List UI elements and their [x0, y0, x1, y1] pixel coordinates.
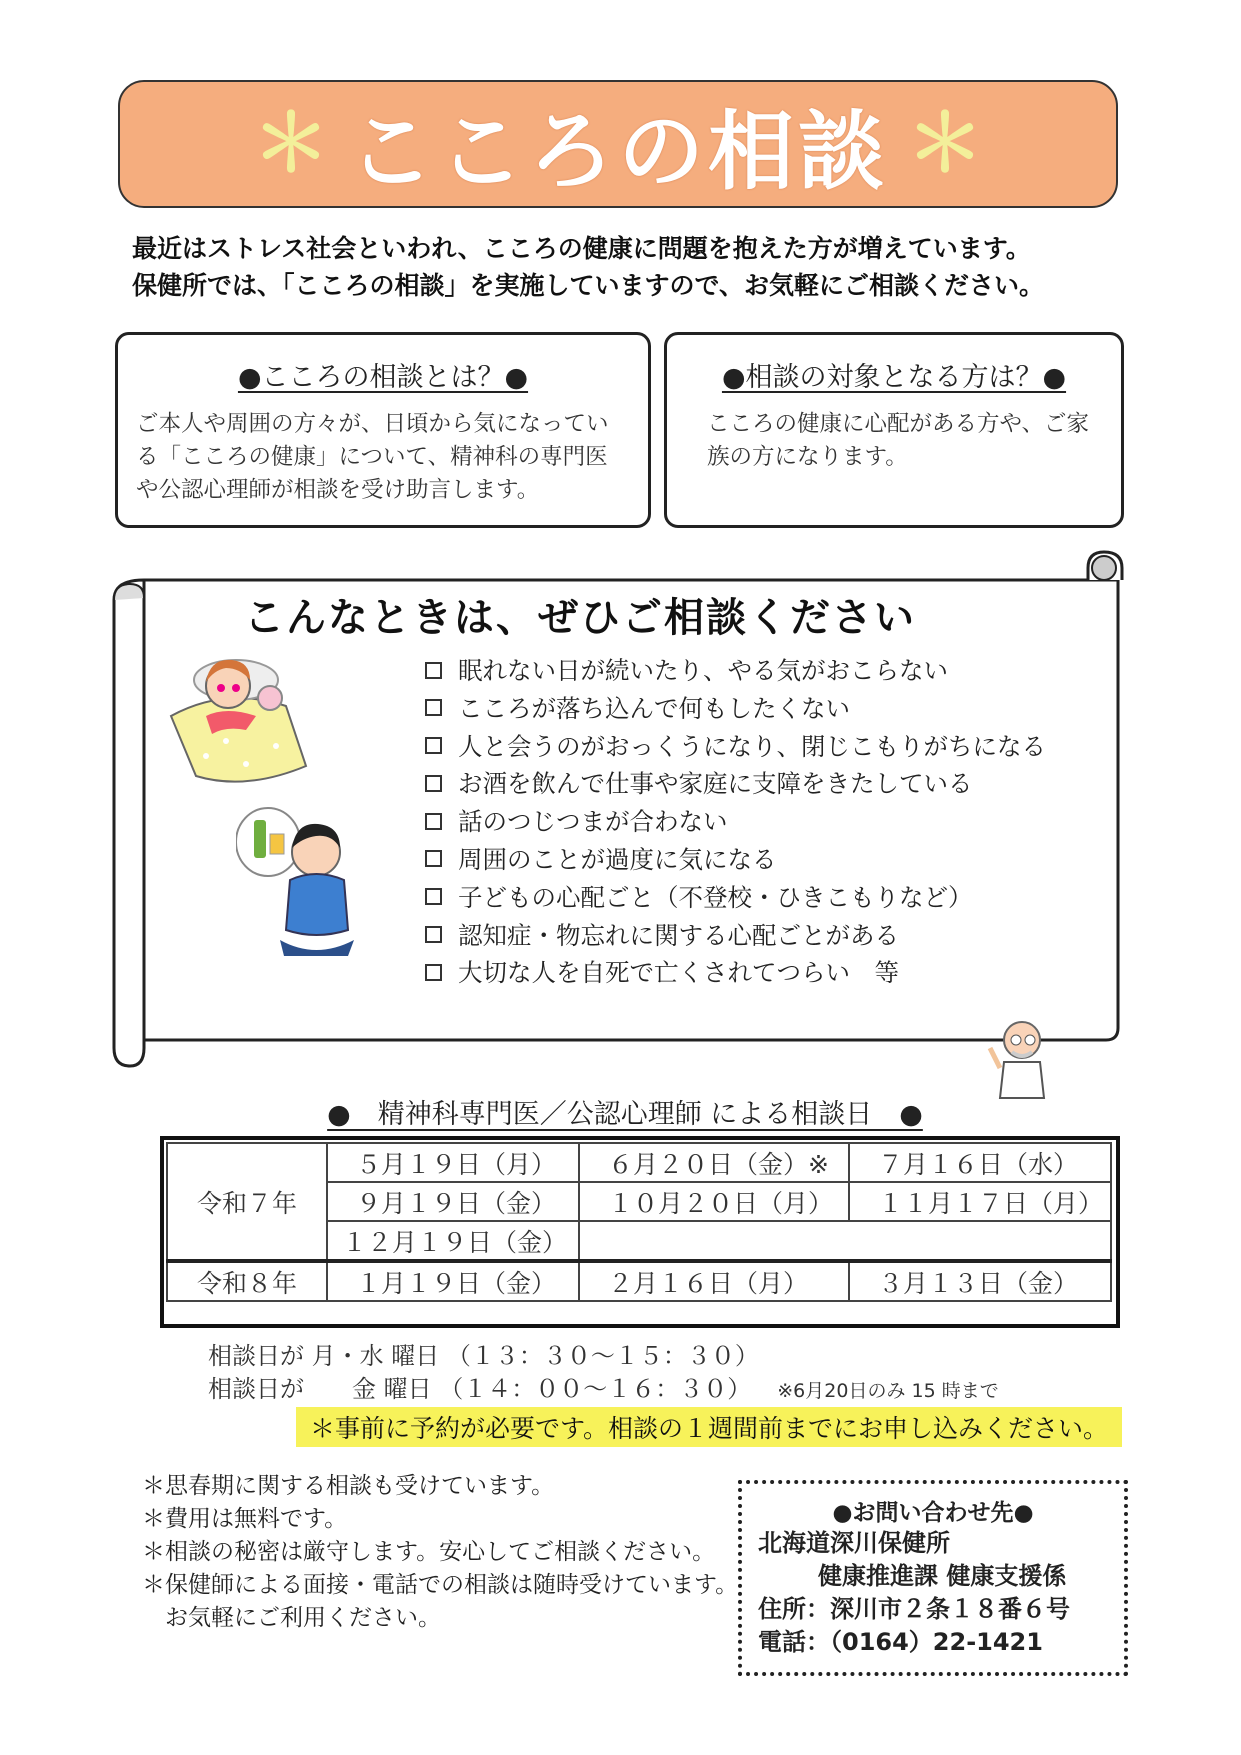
date-cell: ２月１６日（月） [579, 1261, 849, 1301]
box-body: こころの健康に心配がある方や、ご家族の方になります。 [707, 411, 1090, 470]
contact-dept: 健康推進課 健康支援係 [818, 1562, 1067, 1590]
sleepless-girl-illustration [166, 646, 316, 786]
contact-address: 住所：深川市２条１８番６号 [758, 1595, 1070, 1623]
check-item: 子どもの心配ごと（不登校・ひきこもりなど） [425, 879, 1046, 917]
checkbox-icon [425, 737, 442, 754]
box-title: ●こころの相談とは？● [237, 362, 529, 393]
box-title: ●相談の対象となる方は？● [721, 362, 1067, 393]
check-item: こころが落ち込んで何もしたくない [425, 690, 1046, 728]
hours-line: 相談日が 月・水 曜日 （１３：３０～１５：３０） [208, 1342, 759, 1370]
hours-line: 相談日が 金 曜日 （１４：００～１６：３０） [208, 1375, 752, 1403]
intro-line: 保健所では、「こころの相談」を実施していますので、お気軽にご相談ください。 [132, 271, 1045, 300]
schedule-title: ● 精神科専門医／公認心理師 による相談日 ● [327, 1099, 923, 1130]
check-item: 眠れない日が続いたり、やる気がおこらない [425, 652, 1046, 690]
check-item: 周囲のことが過度に気になる [425, 841, 1046, 879]
checkbox-icon [425, 699, 442, 716]
drinking-man-illustration [236, 800, 366, 960]
checkbox-icon [425, 850, 442, 867]
note-item: ＊保健師による面接・電話での相談は随時受けています。 [142, 1572, 739, 1598]
star-icon: ＊ [906, 99, 985, 189]
table-row [167, 1143, 1111, 1182]
note-item: ＊相談の秘密は厳守します。安心してご相談ください。 [142, 1539, 716, 1565]
date-cell: １０月２０日（月） [579, 1182, 849, 1221]
year-cell: 令和７年 [167, 1143, 327, 1261]
date-cell: １１月１７日（月） [849, 1182, 1111, 1221]
what-is-consultation-box [115, 332, 651, 528]
consult-title: こんなときは、ぜひご相談ください [244, 595, 916, 641]
note-item: ＊思春期に関する相談も受けています。 [142, 1473, 555, 1499]
notes-list [142, 1470, 738, 1635]
year-cell: 令和８年 [167, 1261, 327, 1301]
check-item: 大切な人を自死で亡くされてつらい 等 [425, 954, 1046, 992]
hours-note: ※6月20日のみ 15 時まで [777, 1380, 999, 1402]
check-item: お酒を飲んで仕事や家庭に支障をきたしている [425, 765, 1046, 803]
table-row [167, 1261, 1111, 1301]
intro-line: 最近はストレス社会といわれ、こころの健康に問題を抱えた方が増えています。 [132, 234, 1031, 263]
note-item: お気軽にご利用ください。 [142, 1605, 441, 1631]
contact-phone[interactable]: 電話：（0164）22-1421 [758, 1628, 1043, 1656]
consult-checklist [425, 652, 1046, 992]
schedule-table [166, 1142, 1112, 1302]
check-item: 人と会うのがおっくうになり、閉じこもりがちになる [425, 728, 1046, 766]
date-cell: ３月１３日（金） [849, 1261, 1111, 1301]
checkbox-icon [425, 662, 442, 679]
date-cell: ５月１９日（月） [327, 1143, 579, 1182]
page-title: こころの相談 [348, 102, 888, 202]
star-icon: ＊ [251, 99, 330, 189]
reservation-notice: ＊事前に予約が必要です。相談の１週間前までにお申し込みください。 [296, 1407, 1122, 1447]
contact-org: 北海道深川保健所 [758, 1529, 950, 1557]
doctor-illustration [982, 1018, 1054, 1102]
checkbox-icon [425, 813, 442, 830]
checkbox-icon [425, 926, 442, 943]
note-item: ＊費用は無料です。 [142, 1506, 348, 1532]
date-cell: ６月２０日（金）※ [579, 1143, 849, 1182]
checkbox-icon [425, 888, 442, 905]
intro-text [132, 230, 1132, 304]
checkbox-icon [425, 964, 442, 981]
contact-box [738, 1480, 1128, 1676]
title-banner [118, 80, 1118, 208]
check-item: 認知症・物忘れに関する心配ごとがある [425, 917, 1046, 955]
checkbox-icon [425, 775, 442, 792]
date-cell: ７月１６日（水） [849, 1143, 1111, 1182]
contact-title: ●お問い合わせ先● [832, 1500, 1034, 1526]
consult-hours [208, 1340, 999, 1408]
check-item: 話のつじつまが合わない [425, 803, 1046, 841]
empty-cell [579, 1221, 1111, 1261]
target-persons-box [664, 332, 1124, 528]
box-body: ご本人や周囲の方々が、日頃から気になっている「こころの健康」について、精神科の専門医や公認心理師が相談を受け助言します。 [136, 411, 609, 503]
date-cell: １２月１９日（金） [327, 1221, 579, 1261]
date-cell: １月１９日（金） [327, 1261, 579, 1301]
date-cell: ９月１９日（金） [327, 1182, 579, 1221]
